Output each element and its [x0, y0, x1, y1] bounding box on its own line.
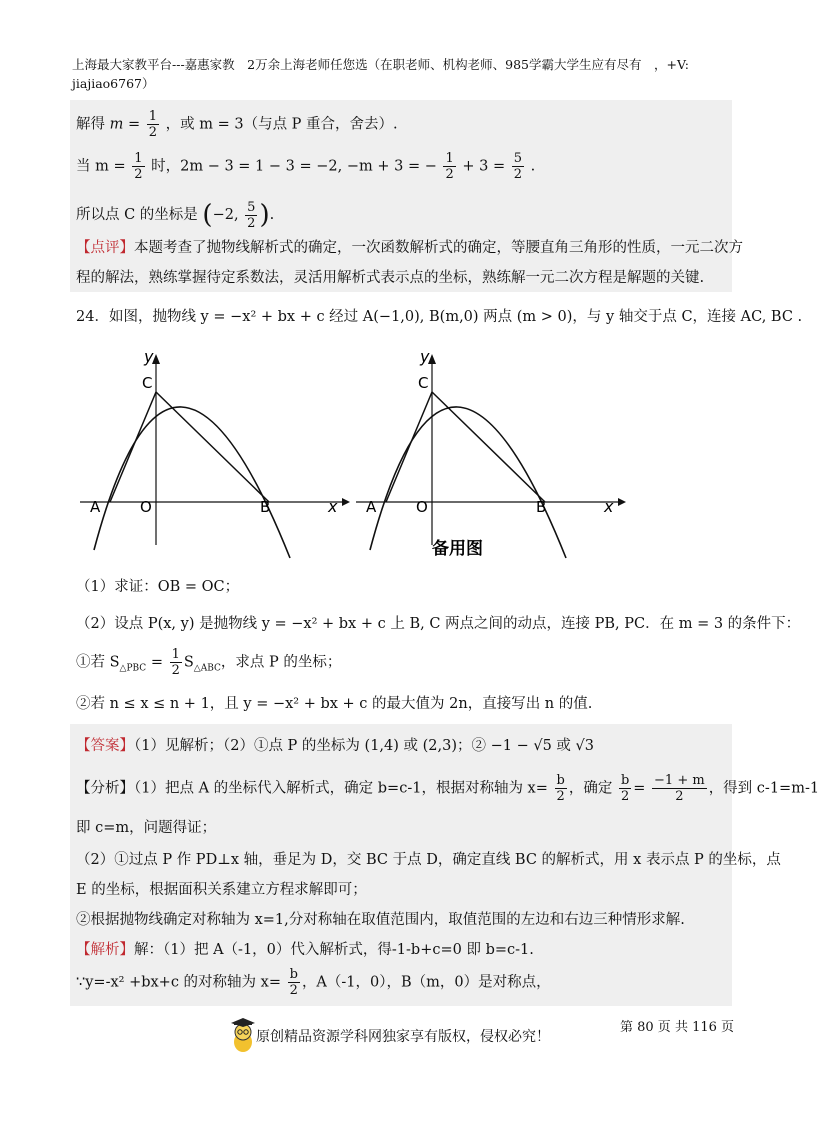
denominator: 2: [247, 215, 256, 231]
text: 本题考查了抛物线解析式的确定，一次函数解析式的确定，等腰直角三角形的性质，一元二次方: [134, 240, 743, 256]
text: ，得到 c-1=m-1: [708, 780, 819, 797]
numerator: b: [620, 773, 630, 788]
comment-line-1: [76, 236, 743, 257]
text: ∵y=-x² +bx+c 的对称轴为 x=: [76, 974, 281, 991]
denominator: 2: [513, 167, 522, 182]
page-header: [72, 55, 732, 93]
answer-analysis-block: [70, 724, 819, 1006]
text: + 3 =: [462, 158, 506, 175]
solution-tag: 【解析】: [76, 942, 134, 958]
mascot-icon: [228, 1018, 258, 1054]
spare-figure-caption: 备用图: [432, 539, 483, 559]
label-y: y: [420, 347, 430, 366]
question-2-part-2: ②若 n ≤ x ≤ n + 1，且 y = −x² + bx + c 的最大值为 2n，直接写出 n 的值.: [76, 696, 593, 712]
denominator: 2: [675, 789, 684, 804]
label-b: B: [260, 498, 271, 516]
numerator: 5: [247, 199, 256, 215]
solution-line-3: 所以点 C 的坐标是 (−2, $\frac{5}{2}$ ).: [76, 199, 275, 231]
denominator: 2: [289, 983, 298, 998]
solution-line-1: [76, 110, 398, 139]
numerator: b: [289, 967, 298, 982]
fraction-half: [443, 152, 455, 181]
denominator: 2: [556, 789, 565, 804]
figure-spare: [356, 347, 626, 559]
text: ，确定: [568, 780, 613, 797]
numerator: 1: [445, 151, 454, 166]
numerator: b: [556, 773, 565, 788]
denominator: 2: [445, 167, 454, 182]
text: 解：（1）把 A（-1，0）代入解析式，得-1-b+c=0 即 b=c-1.: [134, 942, 534, 958]
fraction-b-over-2: [555, 774, 567, 803]
text: ，求点 P 的坐标；: [220, 654, 342, 671]
text: ①若 S: [76, 654, 120, 671]
subscript: △ABC: [193, 663, 221, 674]
comment-tag: 【点评】: [76, 240, 134, 256]
fraction-half: [147, 110, 159, 139]
answer-text: （1）见解析；（2）①点 P 的坐标为 (1,4) 或 (2,3)；② −1 − √5 或 √3: [134, 738, 594, 754]
solution-line-2: [76, 152, 535, 181]
figure-main: [80, 347, 350, 558]
fraction-b-over-2: [288, 968, 300, 997]
analysis-line-2: 即 c=m，问题得证；: [76, 820, 217, 836]
analysis-line-1: 【分析】（1）把点 A 的坐标代入解析式，确定 b=c-1，根据对称轴为 x= $\frac{b}{2}$ ，确定 $\frac{b}{2}$ = $\frac{-1 + m}{2}$ ，得到 c-1=m-1: [76, 773, 819, 804]
fraction-five-halves: [245, 201, 257, 230]
analysis-tag: 【分析】: [76, 780, 134, 797]
numerator: 1: [171, 647, 180, 662]
label-a: A: [366, 498, 377, 516]
answer-line: [76, 734, 594, 755]
parabola-curve: [94, 407, 290, 558]
text: −2,: [212, 207, 239, 223]
parabola-curve: [370, 407, 566, 558]
text: .: [530, 158, 536, 175]
header-line-1: 上海最大家教平台---嘉惠家教 2万余上海老师任您选（在职老师、机构老师、985学霸大学生应有尽有 ，+V:: [72, 57, 689, 72]
analysis-line-5: ②根据抛物线确定对称轴为 x=1,分对称轴在取值范围内，取值范围的左边和右边三种情形求解.: [76, 912, 685, 928]
numerator: −1 + m: [654, 773, 705, 788]
solution-line-2: [76, 968, 551, 997]
text: 当 m =: [76, 158, 126, 175]
label-o: O: [140, 498, 152, 516]
footer-page-number: 第 80 页 共 116 页: [620, 1020, 735, 1035]
question-2-part-1: ①若 $S_{\triangle PBC}$ = $\frac{1}{2}$ $S_{\triangle ABC}$，求点 P 的坐标；: [76, 647, 342, 678]
label-a: A: [90, 498, 101, 516]
label-x: x: [328, 497, 338, 516]
numerator: 1: [148, 109, 158, 124]
segment-bc: [156, 392, 269, 502]
question-2: （2）设点 P(x, y) 是抛物线 y = −x² + bx + c 上 B, C 两点之间的动点，连接 PB, PC．在 m = 3 的条件下：: [76, 616, 801, 632]
numerator: 1: [134, 151, 143, 166]
fraction-b-over-2: [619, 774, 631, 803]
header-line-2: jiajiao6767）: [72, 76, 155, 91]
x-axis-arrow: [342, 498, 350, 506]
text: 解得: [76, 116, 105, 133]
denominator: 2: [620, 789, 630, 804]
answer-tag: 【答案】: [76, 738, 134, 754]
footer-copyright: 原创精品资源学科网独家享有版权，侵权必究！: [256, 1029, 550, 1045]
denominator: 2: [171, 663, 180, 678]
question-1: （1）求证：OB = OC；: [76, 579, 240, 595]
text: ，或 m = 3（与点 P 重合，舍去）.: [165, 116, 398, 133]
text: =: [150, 654, 163, 671]
label-c: C: [142, 374, 153, 392]
analysis-line-3: （2）①过点 P 作 PD⊥x 轴，垂足为 D，交 BC 于点 D，确定直线 BC 的解析式，用 x 表示点 P 的坐标，点: [76, 852, 781, 868]
segment-ac: [110, 392, 156, 502]
text: 所以点 C 的坐标是: [76, 207, 198, 223]
text: （1）把点 A 的坐标代入解析式，确定 b=c-1，根据对称轴为 x=: [134, 780, 548, 797]
denominator: 2: [134, 167, 143, 182]
analysis-line-4: E 的坐标，根据面积关系建立方程求解即可；: [76, 882, 367, 898]
solution-line-1: [76, 938, 534, 959]
segment-bc: [432, 392, 545, 502]
fraction-half: [170, 648, 182, 677]
fraction-m-minus-1-over-2: [652, 774, 707, 803]
problem-stem: 24．如图，抛物线 y = −x² + bx + c 经过 A(−1,0), B(m,0) 两点 (m > 0)，与 y 轴交于点 C，连接 AC, BC .: [76, 309, 803, 325]
text: .: [269, 207, 275, 223]
text: m =: [109, 116, 141, 133]
label-x: x: [604, 497, 614, 516]
label-b: B: [536, 498, 547, 516]
x-axis-arrow: [618, 498, 626, 506]
segment-ac: [386, 392, 432, 502]
fraction-five-halves: [512, 152, 524, 181]
label-o: O: [416, 498, 428, 516]
comment-line-2: 程的解法，熟练掌握待定系数法，灵活用解析式表示点的坐标，熟练解一元二次方程是解题的关键.: [76, 270, 705, 286]
denominator: 2: [148, 125, 158, 140]
label-y: y: [144, 347, 154, 366]
numerator: 5: [513, 151, 522, 166]
text: 时，2m − 3 = 1 − 3 = −2, −m + 3 = −: [151, 158, 437, 175]
parabola-figures: [80, 340, 640, 565]
solution-continuation-block: [70, 100, 743, 292]
label-c: C: [418, 374, 429, 392]
subscript: △PBC: [119, 663, 147, 674]
text: ，A（-1，0），B（m，0）是对称点，: [301, 974, 551, 991]
fraction-half: [132, 152, 144, 181]
